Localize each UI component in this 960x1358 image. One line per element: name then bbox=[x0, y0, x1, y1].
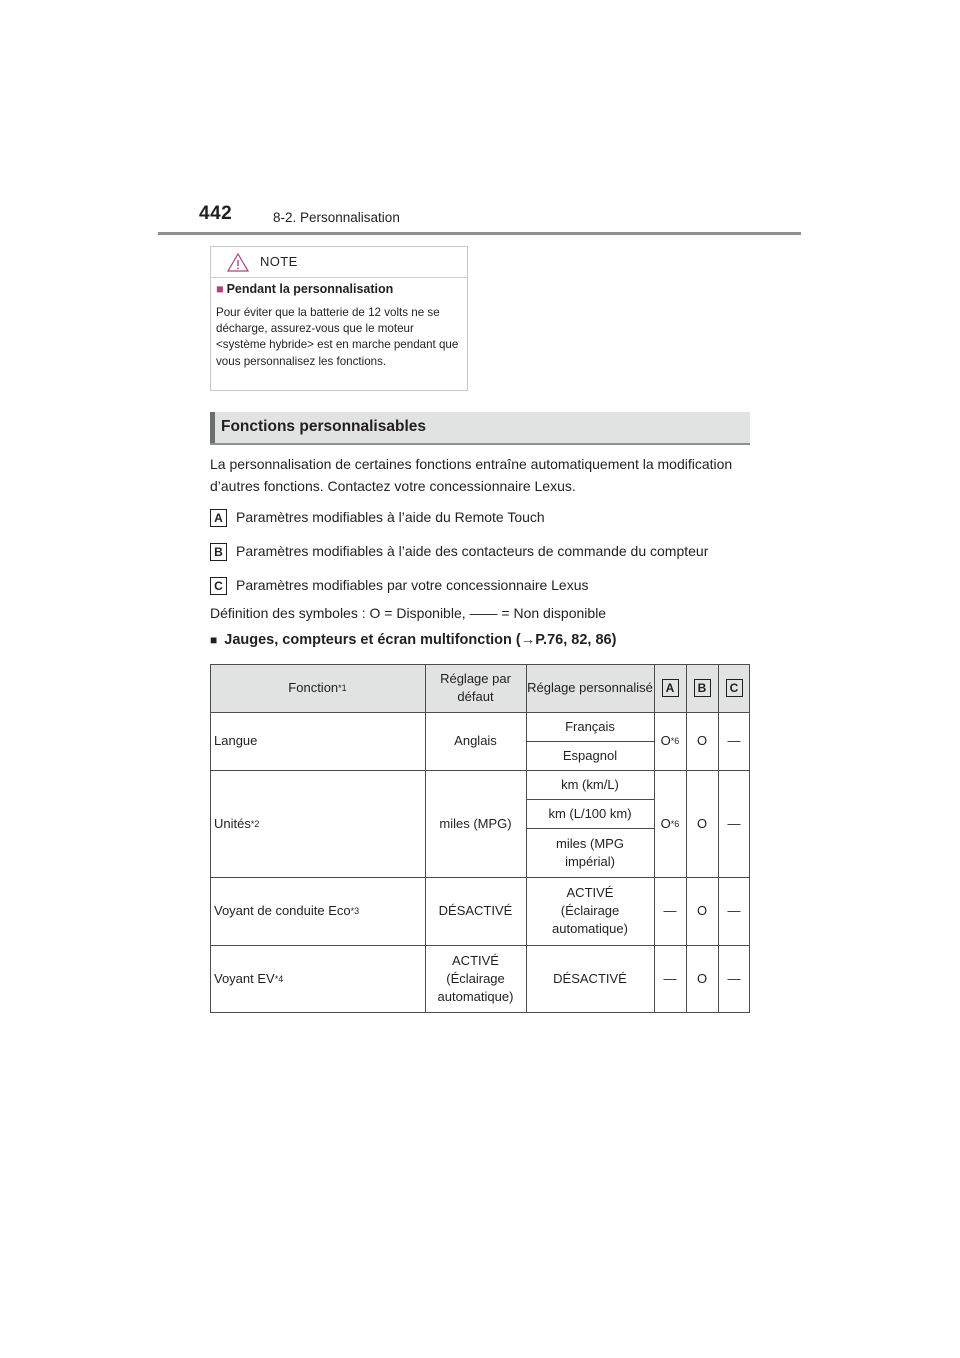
header-custom: Réglage personnalisé bbox=[527, 680, 653, 695]
note-subtitle: ■ Pendant la personnalisation bbox=[216, 282, 394, 296]
table-row-custom-option: Espagnol bbox=[562, 747, 618, 763]
table-rule bbox=[526, 828, 654, 829]
table-row-b: O bbox=[696, 971, 708, 986]
badge-c: C bbox=[210, 577, 227, 595]
table-row-c: — bbox=[727, 971, 741, 986]
table-row-function: Voyant EV *4 bbox=[214, 971, 284, 986]
legend-text-a: Paramètres modifiables à l’aide du Remote Touch bbox=[236, 509, 545, 525]
table-row-custom-option: km (L/100 km) bbox=[548, 805, 632, 821]
badge-a: A bbox=[210, 509, 227, 527]
table-rule bbox=[210, 664, 211, 1013]
square-bullet-icon: ■ bbox=[216, 282, 224, 296]
header-function: Fonction *1 bbox=[288, 680, 347, 695]
table-row-b: O bbox=[696, 903, 708, 918]
page-number: 442 bbox=[199, 203, 233, 224]
symbol-definition: Définition des symboles : O = Disponible, —— = Non disponible bbox=[210, 605, 607, 621]
table-rule bbox=[210, 712, 750, 713]
table-row-custom-option: DÉSACTIVÉ bbox=[553, 971, 627, 986]
table-rule bbox=[210, 877, 750, 878]
table-row-default: Anglais bbox=[454, 733, 497, 748]
section-band bbox=[210, 412, 750, 445]
table-rule bbox=[210, 770, 750, 771]
note-label: NOTE bbox=[260, 254, 298, 269]
settings-table bbox=[210, 664, 750, 1013]
table-rule bbox=[686, 664, 687, 1013]
table-row-c: — bbox=[727, 903, 741, 918]
table-row-a: O *6 bbox=[660, 815, 680, 831]
table-row-default: miles (MPG) bbox=[439, 815, 512, 831]
square-bullet-icon: ■ bbox=[210, 633, 218, 647]
header-divider bbox=[158, 232, 801, 235]
table-row-c: — bbox=[727, 815, 741, 831]
table-rule bbox=[526, 664, 527, 1013]
table-row-a: — bbox=[663, 903, 677, 918]
table-rule bbox=[749, 664, 750, 1013]
table-row-custom-option: ACTIVÉ (Éclairage automatique) bbox=[552, 885, 628, 936]
table-rule bbox=[210, 664, 750, 665]
header-c: C bbox=[718, 664, 750, 712]
legend-row-a bbox=[210, 509, 545, 529]
table-row-custom-option: miles (MPG impérial) bbox=[556, 835, 624, 869]
table-row-custom-option: km (km/L) bbox=[561, 776, 619, 792]
table-row-c: — bbox=[727, 733, 741, 748]
table-row-default: DÉSACTIVÉ bbox=[438, 903, 513, 918]
subheading: ■ Jauges, compteurs et écran multifonction (→P.76, 82, 86) bbox=[210, 632, 617, 648]
table-row-function: Langue bbox=[214, 733, 258, 748]
table-rule bbox=[210, 945, 750, 946]
table-row-default: ACTIVÉ (Éclairage automatique) bbox=[437, 953, 514, 1004]
legend-text-b: Paramètres modifiables à l’aide des contacteurs de commande du compteur bbox=[236, 543, 709, 559]
table-row-custom-option: Français bbox=[565, 718, 615, 734]
header-default: Réglage par défaut bbox=[440, 671, 511, 704]
table-row-b: O bbox=[696, 733, 708, 748]
legend-text-c: Paramètres modifiables par votre concessionnaire Lexus bbox=[236, 577, 589, 593]
table-rule bbox=[718, 664, 719, 1013]
header-b: B bbox=[686, 664, 718, 712]
legend-row-b bbox=[210, 543, 709, 563]
badge-b: B bbox=[210, 543, 227, 561]
table-rule bbox=[526, 741, 654, 742]
note-body: Pour éviter que la batterie de 12 volts ne se décharge, assurez-vous que le moteur <système hybride> est en marche pendant que vous personnalisez les fonctions. bbox=[216, 306, 459, 368]
table-row-function: Unités *2 bbox=[214, 815, 260, 831]
intro-paragraph: La personnalisation de certaines fonctions entraîne automatiquement la modification d’autres fonctions. Contactez votre concessionnaire Lexus. bbox=[210, 456, 733, 494]
table-rule bbox=[526, 799, 654, 800]
table-row-function: Voyant de conduite Eco *3 bbox=[214, 903, 360, 918]
section-title: 8-2. Personnalisation bbox=[273, 210, 400, 225]
table-rule bbox=[210, 1012, 750, 1013]
note-box bbox=[210, 246, 468, 391]
band-marker bbox=[210, 412, 215, 443]
warning-icon bbox=[227, 253, 249, 272]
table-rule bbox=[425, 664, 426, 1013]
table-row-a: O *6 bbox=[660, 733, 680, 748]
note-header bbox=[211, 247, 467, 278]
table-row-b: O bbox=[696, 815, 708, 831]
legend-row-c bbox=[210, 577, 589, 597]
table-rule bbox=[654, 664, 655, 1013]
table-row-a: — bbox=[663, 971, 677, 986]
header-a: A bbox=[654, 664, 686, 712]
band-title: Fonctions personnalisables bbox=[221, 418, 426, 435]
